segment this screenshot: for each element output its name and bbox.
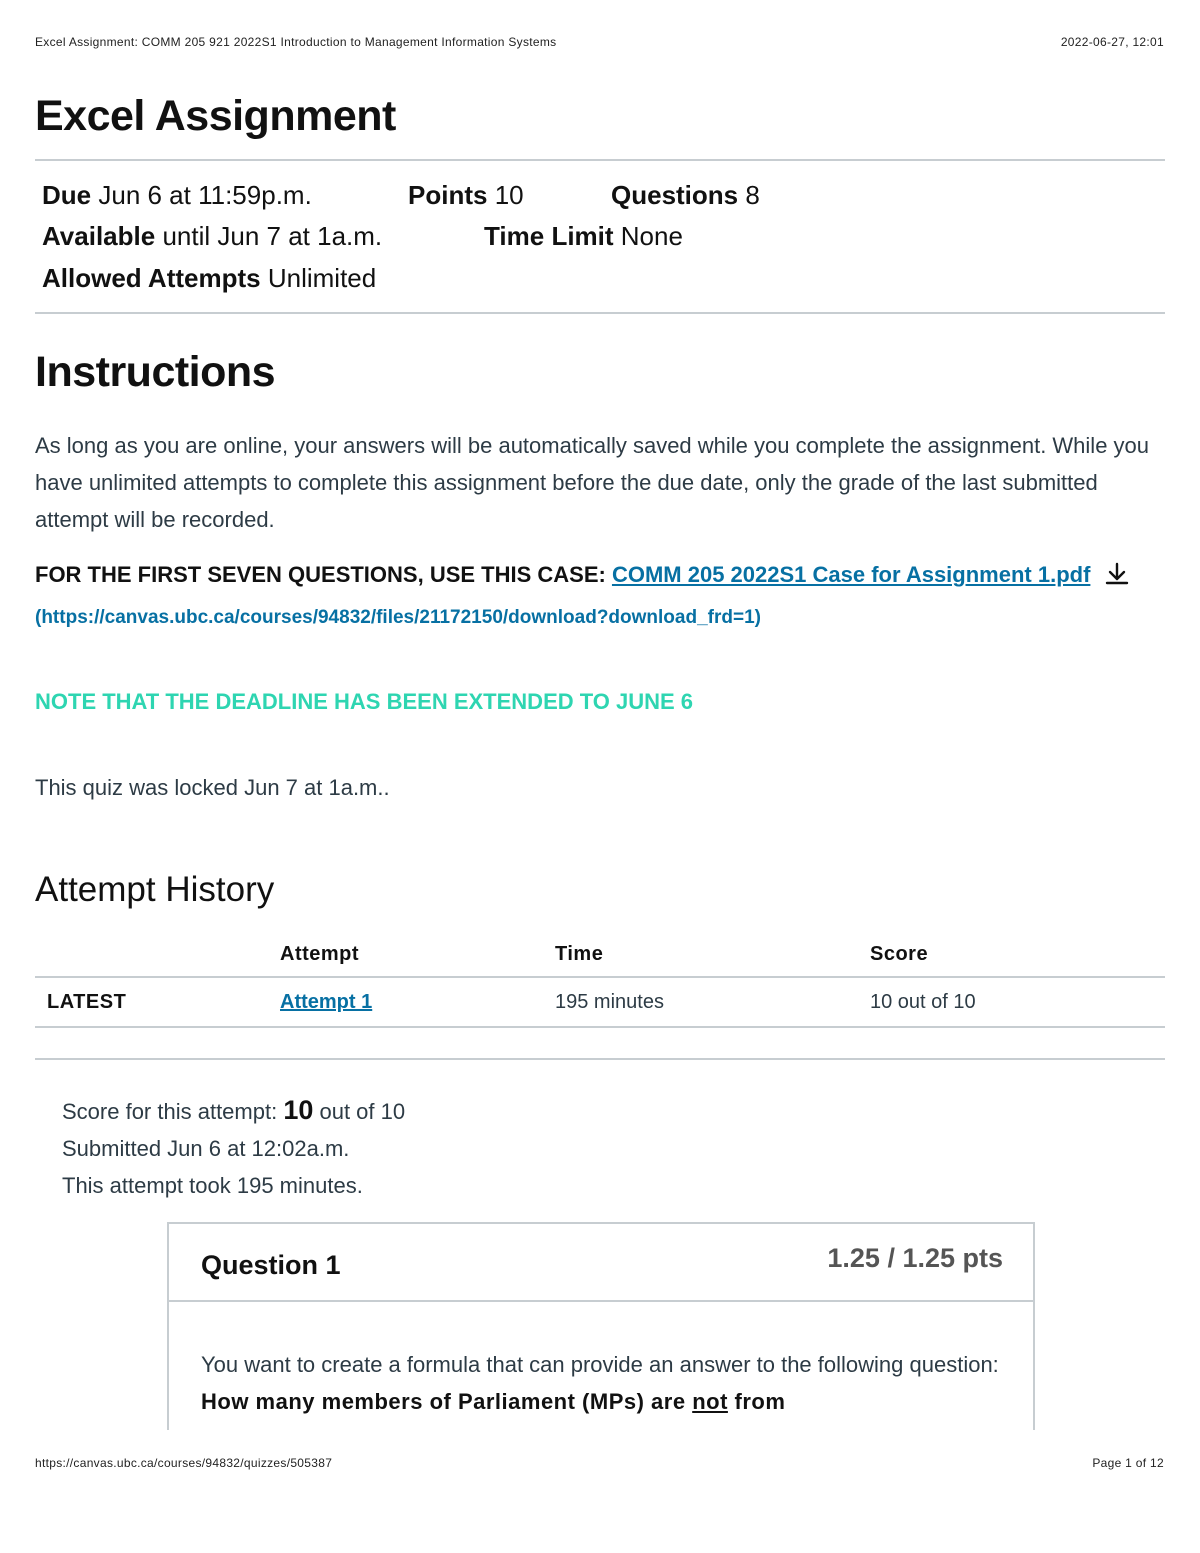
attempt-history-heading: Attempt History xyxy=(35,870,275,909)
question-emphasis xyxy=(201,1389,785,1414)
instructions-paragraph: As long as you are online, your answers will be automatically saved while you complete the assignment. While you have unlimited attempts to complete this assignment before the due date, only the grade of the last submitted attempt will be recorded. xyxy=(35,433,1150,532)
score-prefix: Score for this attempt: xyxy=(62,1099,284,1124)
score-suffix: out of 10 xyxy=(313,1099,406,1124)
case-download-url[interactable]: (https://canvas.ubc.ca/courses/94832/files/21172150/download?download_frd=1) xyxy=(35,607,761,628)
points-detail xyxy=(408,180,524,211)
available-label: Available xyxy=(42,221,156,251)
time-limit-label: Time Limit xyxy=(484,221,614,251)
time-limit-value: None xyxy=(620,221,683,251)
due-label: Due xyxy=(42,180,92,210)
print-footer-page: Page 1 of 12 xyxy=(1092,1456,1164,1470)
score-value: 10 xyxy=(283,1095,314,1125)
question-text xyxy=(201,1346,1001,1420)
print-footer-url: https://canvas.ubc.ca/courses/94832/quizzes/505387 xyxy=(35,1456,333,1470)
attempt-time: 195 minutes xyxy=(555,991,664,1013)
case-instruction xyxy=(35,556,1165,636)
questions-label: Questions xyxy=(611,180,739,210)
submitted-line: Submitted Jun 6 at 12:02a.m. xyxy=(62,1136,350,1161)
question-bold-2: from xyxy=(727,1389,786,1414)
divider xyxy=(35,1058,1165,1060)
divider xyxy=(35,159,1165,161)
available-value: until Jun 7 at 1a.m. xyxy=(162,221,383,251)
table-row xyxy=(35,978,1165,1028)
allowed-attempts-value: Unlimited xyxy=(267,263,377,293)
table-header xyxy=(35,930,1165,978)
duration-line: This attempt took 195 minutes. xyxy=(62,1173,363,1198)
print-header-title: Excel Assignment: COMM 205 921 2022S1 Introduction to Management Information Systems xyxy=(35,35,557,49)
question-title: Question 1 xyxy=(201,1250,341,1280)
locked-notice: This quiz was locked Jun 7 at 1a.m.. xyxy=(35,775,390,800)
page-bottom-margin xyxy=(0,1430,1200,1553)
question-bold-1: How many members of Parliament (MPs) are xyxy=(201,1389,693,1414)
question-header xyxy=(169,1224,1033,1302)
page-title: Excel Assignment xyxy=(35,92,396,140)
case-prefix: FOR THE FIRST SEVEN QUESTIONS, USE THIS CASE: xyxy=(35,562,612,587)
latest-label: LATEST xyxy=(47,991,127,1013)
due-value: Jun 6 at 11:59p.m. xyxy=(98,180,312,210)
allowed-attempts-label: Allowed Attempts xyxy=(42,263,261,293)
column-header-attempt: Attempt xyxy=(280,943,360,965)
attempt-score: 10 out of 10 xyxy=(870,991,976,1013)
time-limit-detail xyxy=(484,221,683,252)
questions-value: 8 xyxy=(745,180,760,210)
attempt-summary xyxy=(62,1092,405,1204)
column-header-time: Time xyxy=(555,943,604,965)
question-not-underlined: not xyxy=(692,1389,728,1414)
allowed-attempts-detail xyxy=(42,263,376,294)
print-header-datetime: 2022-06-27, 12:01 xyxy=(1060,35,1164,49)
questions-detail xyxy=(611,180,760,211)
attempt-history-table xyxy=(35,930,1165,1028)
question-points: 1.25 / 1.25 pts xyxy=(827,1243,1003,1273)
case-pdf-link[interactable]: COMM 205 2022S1 Case for Assignment 1.pdf xyxy=(611,562,1091,587)
quiz-details-row-1 xyxy=(42,180,312,211)
deadline-note: NOTE THAT THE DEADLINE HAS BEEN EXTENDED TO JUNE 6 xyxy=(35,689,694,714)
available-detail xyxy=(42,221,382,252)
column-header-score: Score xyxy=(870,943,929,965)
score-line xyxy=(62,1092,405,1130)
divider xyxy=(35,312,1165,314)
instructions-heading: Instructions xyxy=(35,348,276,396)
points-label: Points xyxy=(408,180,488,210)
question-text-prefix: You want to create a formula that can provide an answer to the following question: xyxy=(201,1352,999,1377)
attempt-1-link[interactable]: Attempt 1 xyxy=(280,991,373,1013)
points-value: 10 xyxy=(494,180,524,210)
download-icon[interactable] xyxy=(1104,560,1130,597)
